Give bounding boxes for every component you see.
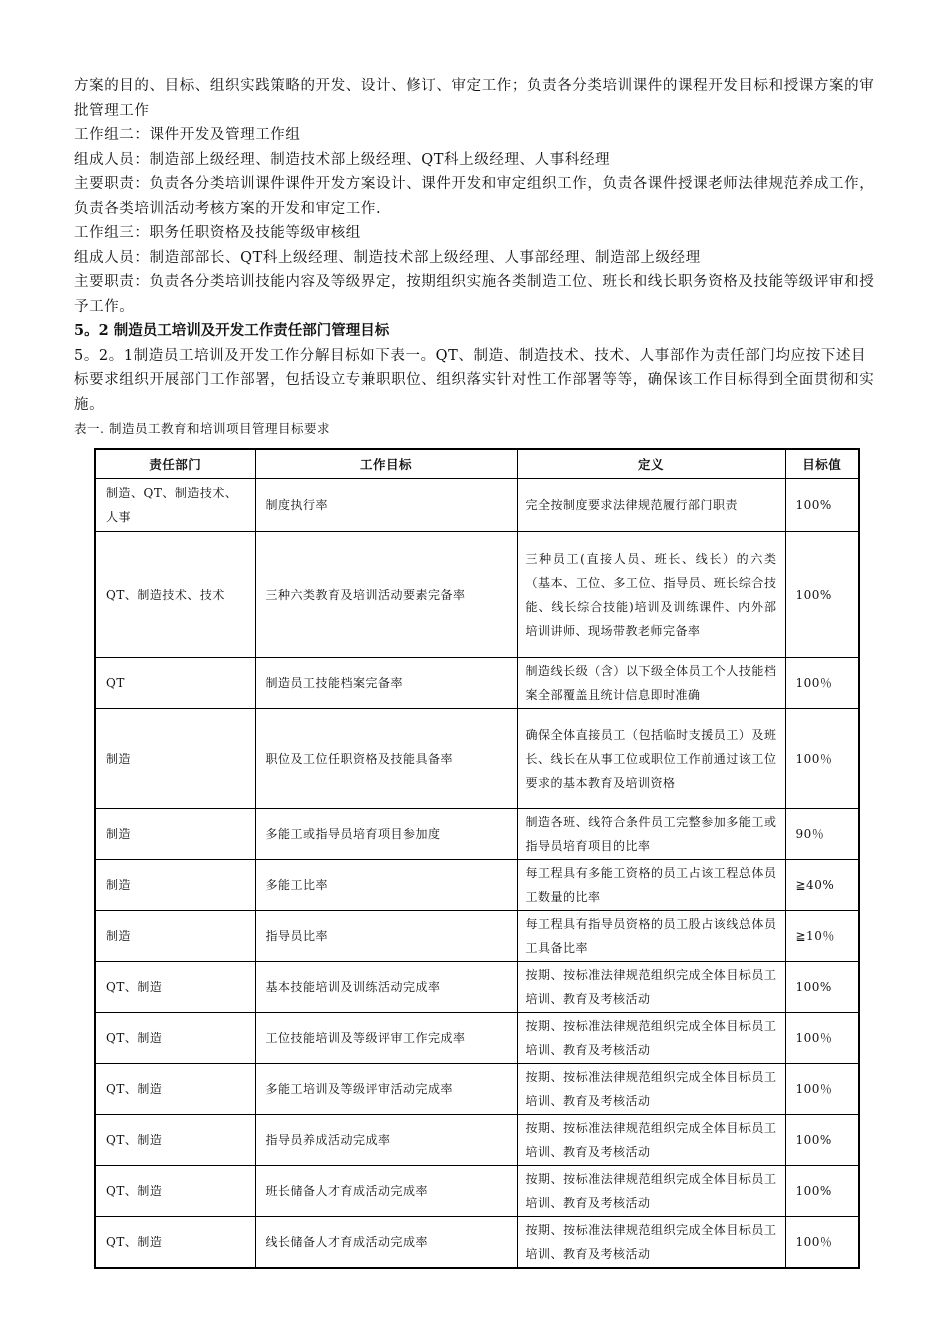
cell-dept: QT [95,658,255,709]
table-header-row [95,449,859,479]
table-row [95,658,859,709]
cell-goal: 工位技能培训及等级评审工作完成率 [255,1013,517,1064]
cell-dept: 制造 [95,709,255,809]
cell-definition: 确保全体直接员工（包括临时支援员工）及班长、线长在从事工位或职位工作前通过该工位要求的基本教育及培训资格 [517,709,785,809]
cell-dept: 制造 [95,809,255,860]
workgroup-3-title: 工作组三：职务任职资格及技能等级审核组 [74,225,361,241]
cell-dept: QT、制造 [95,1013,255,1064]
table-row [95,1064,859,1115]
cell-dept: QT、制造 [95,962,255,1013]
cell-dept: QT、制造 [95,1064,255,1115]
cell-definition: 制造线长级（含）以下级全体员工个人技能档案全部覆盖且统计信息即时准确 [517,658,785,709]
table-row [95,809,859,860]
cell-goal: 职位及工位任职资格及技能具备率 [255,709,517,809]
cell-target: 100％ [785,1064,859,1115]
cell-dept: 制造、QT、制造技术、人事 [95,479,255,532]
cell-goal: 指导员养成活动完成率 [255,1115,517,1166]
cell-target: 100% [785,962,859,1013]
cell-definition: 每工程具有多能工资格的员工占该工程总体员工数量的比率 [517,860,785,911]
cell-dept: 制造 [95,860,255,911]
cell-definition: 按期、按标准法律规范组织完成全体目标员工培训、教育及考核活动 [517,1013,785,1064]
cell-definition: 按期、按标准法律规范组织完成全体目标员工培训、教育及考核活动 [517,962,785,1013]
workgroup-3-members: 组成人员：制造部部长、QT科上级经理、制造技术部上级经理、人事部经理、制造部上级经理 [74,249,701,266]
cell-dept: QT、制造 [95,1166,255,1217]
table-row [95,911,859,962]
table-row [95,1217,859,1269]
cell-target: ≧40% [785,860,859,911]
cell-goal: 三种六类教育及培训活动要素完备率 [255,532,517,658]
cell-goal: 班长储备人才育成活动完成率 [255,1166,517,1217]
section-intro: 5。2。1制造员工培训及开发工作分解目标如下表一。QT、制造、制造技术、技术、人事部作为责任部门均应按下述目标要求组织开展部门工作部署，包括设立专兼职职位、组织落实针对性工作部署等等，确保该工作目标得到全面贯彻和实施。 [74,347,875,413]
cell-target: 90％ [785,809,859,860]
cell-target: ≧10％ [785,911,859,962]
workgroup-2-duties: 主要职责：负责各分类培训课件课件开发方案设计、课件开发和审定组织工作，负责各课件授课老师法律规范养成工作，负责各类培训活动考核方案的开发和审定工作. [74,176,875,217]
workgroup-2-members: 组成人员：制造部上级经理、制造技术部上级经理、QT科上级经理、人事科经理 [74,151,611,168]
table-row [95,479,859,532]
cell-dept: 制造 [95,911,255,962]
cell-dept: QT、制造技术、技术 [95,532,255,658]
table-row [95,860,859,911]
cell-target: 100％ [785,709,859,809]
section-heading: 5。2 制造员工培训及开发工作责任部门管理目标 [74,322,390,339]
table-row [95,1115,859,1166]
cell-target: 100％ [785,1013,859,1064]
table-row [95,709,859,809]
cell-target: 100% [785,1166,859,1217]
cell-definition: 每工程具有指导员资格的员工股占该线总体员工具备比率 [517,911,785,962]
table-row [95,962,859,1013]
cell-goal: 指导员比率 [255,911,517,962]
cell-target: 100% [785,532,859,658]
table-row [95,1013,859,1064]
workgroup-2-title: 工作组二：课件开发及管理工作组 [74,127,301,143]
cell-target: 100% [785,1115,859,1166]
cell-dept: QT、制造 [95,1217,255,1269]
cell-definition: 按期、按标准法律规范组织完成全体目标员工培训、教育及考核活动 [517,1064,785,1115]
cell-goal: 线长储备人才育成活动完成率 [255,1217,517,1269]
header-target: 目标值 [785,449,859,479]
cell-goal: 制造员工技能档案完备率 [255,658,517,709]
header-definition: 定义 [517,449,785,479]
table-caption: 表一. 制造员工教育和培训项目管理目标要求 [74,421,330,436]
cell-goal: 多能工比率 [255,860,517,911]
cell-goal: 多能工或指导员培育项目参加度 [255,809,517,860]
cell-definition: 完全按制度要求法律规范履行部门职责 [517,479,785,532]
cell-dept: QT、制造 [95,1115,255,1166]
cell-goal: 基本技能培训及训练活动完成率 [255,962,517,1013]
cell-definition: 制造各班、线符合条件员工完整参加多能工或指导员培育项目的比率 [517,809,785,860]
table-row [95,532,859,658]
document-body [74,74,880,439]
cell-goal: 制度执行率 [255,479,517,532]
cell-goal: 多能工培训及等级评审活动完成率 [255,1064,517,1115]
paragraph-1: 方案的目的、目标、组织实践策略的开发、设计、修订、审定工作；负责各分类培训课件的课程开发目标和授课方案的审批管理工作 [74,78,875,119]
workgroup-3-duties: 主要职责：负责各分类培训技能内容及等级界定，按期组织实施各类制造工位、班长和线长职务资格及技能等级评审和授予工作。 [74,274,875,315]
header-dept: 责任部门 [95,449,255,479]
cell-definition: 按期、按标准法律规范组织完成全体目标员工培训、教育及考核活动 [517,1217,785,1269]
header-goal: 工作目标 [255,449,517,479]
cell-target: 100％ [785,1217,859,1269]
cell-target: 100％ [785,658,859,709]
cell-definition: 三种员工(直接人员、班长、线长）的六类（基本、工位、多工位、指导员、班长综合技能、线长综合技能)培训及训练课件、内外部培训讲师、现场带教老师完备率 [517,532,785,658]
cell-definition: 按期、按标准法律规范组织完成全体目标员工培训、教育及考核活动 [517,1166,785,1217]
targets-table [94,448,860,1269]
cell-target: 100% [785,479,859,532]
cell-definition: 按期、按标准法律规范组织完成全体目标员工培训、教育及考核活动 [517,1115,785,1166]
table-row [95,1166,859,1217]
